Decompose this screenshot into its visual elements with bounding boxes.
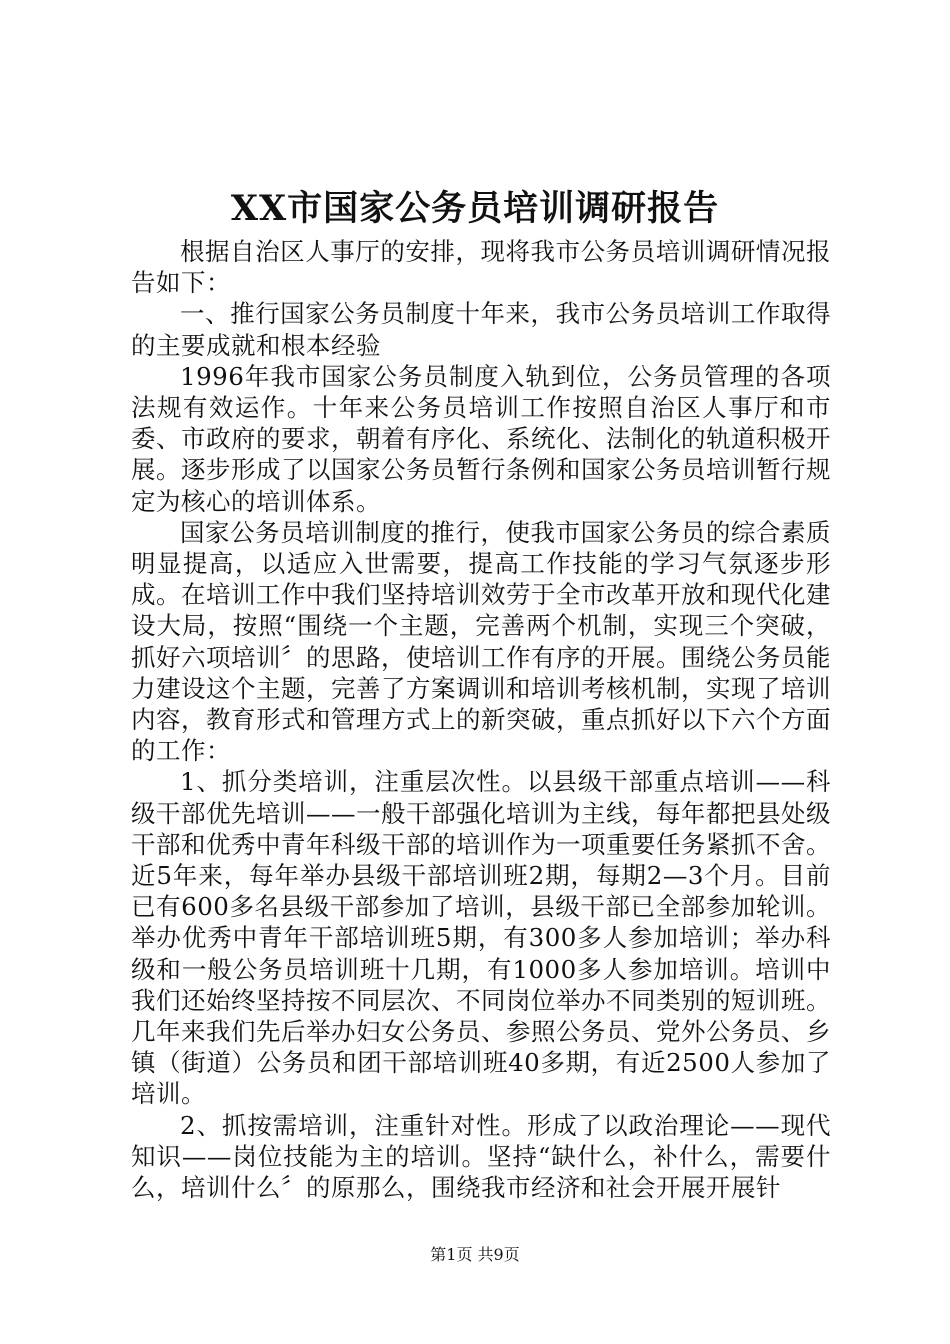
paragraph-intro: 根据自治区人事厅的安排，现将我市公务员培训调研情况报告如下： <box>131 237 831 298</box>
section-heading-1: 一、推行国家公务员制度十年来，我市公务员培训工作取得的主要成就和根本经验 <box>131 299 831 360</box>
paragraph: 2、抓按需培训，注重针对性。形成了以政治理论——现代知识——岗位技能为主的培训。坚持“缺什么，补什么，需要什么，培训什么〞的原那么，围绕我市经济和社会开展开展针 <box>131 1110 831 1203</box>
document-title: XX市国家公务员培训调研报告 <box>230 188 720 229</box>
page-number-footer: 第1页 共9页 <box>430 1245 520 1264</box>
paragraph: 国家公务员培训制度的推行，使我市国家公务员的综合素质明显提高，以适应入世需要，提高工作技能的学习气氛逐步形成。在培训工作中我们坚持培训效劳于全市改革开放和现代化建设大局，按照“围绕一个主题，完善两个机制，实现三个突破，抓好六项培训〞的思路，使培训工作有序的开展。围绕公务员能力建设这个主题，完善了方案调训和培训考核机制，实现了培训内容，教育形式和管理方式上的新突破，重点抓好以下六个方面的工作： <box>131 517 831 766</box>
paragraph: 1、抓分类培训，注重层次性。以县级干部重点培训——科级干部优先培训——一般干部强化培训为主线，每年都把县处级干部和优秀中青年科级干部的培训作为一项重要任务紧抓不舍。近5年来，每年举办县级干部培训班2期，每期2—3个月。目前已有600多名县级干部参加了培训，县级干部已全部参加轮训。举办优秀中青年干部培训班5期，有300多人参加培训；举办科级和一般公务员培训班十几期，有1000多人参加培训。培训中我们还始终坚持按不同层次、不同岗位举办不同类别的短训班。几年来我们先后举办妇女公务员、参照公务员、党外公务员、乡镇（街道）公务员和团干部培训班40多期，有近2500人参加了培训。 <box>131 767 831 1109</box>
document-body <box>131 236 831 1203</box>
paragraph: 1996年我市国家公务员制度入轨到位，公务员管理的各项法规有效运作。十年来公务员培训工作按照自治区人事厅和市委、市政府的要求，朝着有序化、系统化、法制化的轨道积极开展。逐步形成了以国家公务员暂行条例和国家公务员培训暂行规定为核心的培训体系。 <box>131 361 831 516</box>
